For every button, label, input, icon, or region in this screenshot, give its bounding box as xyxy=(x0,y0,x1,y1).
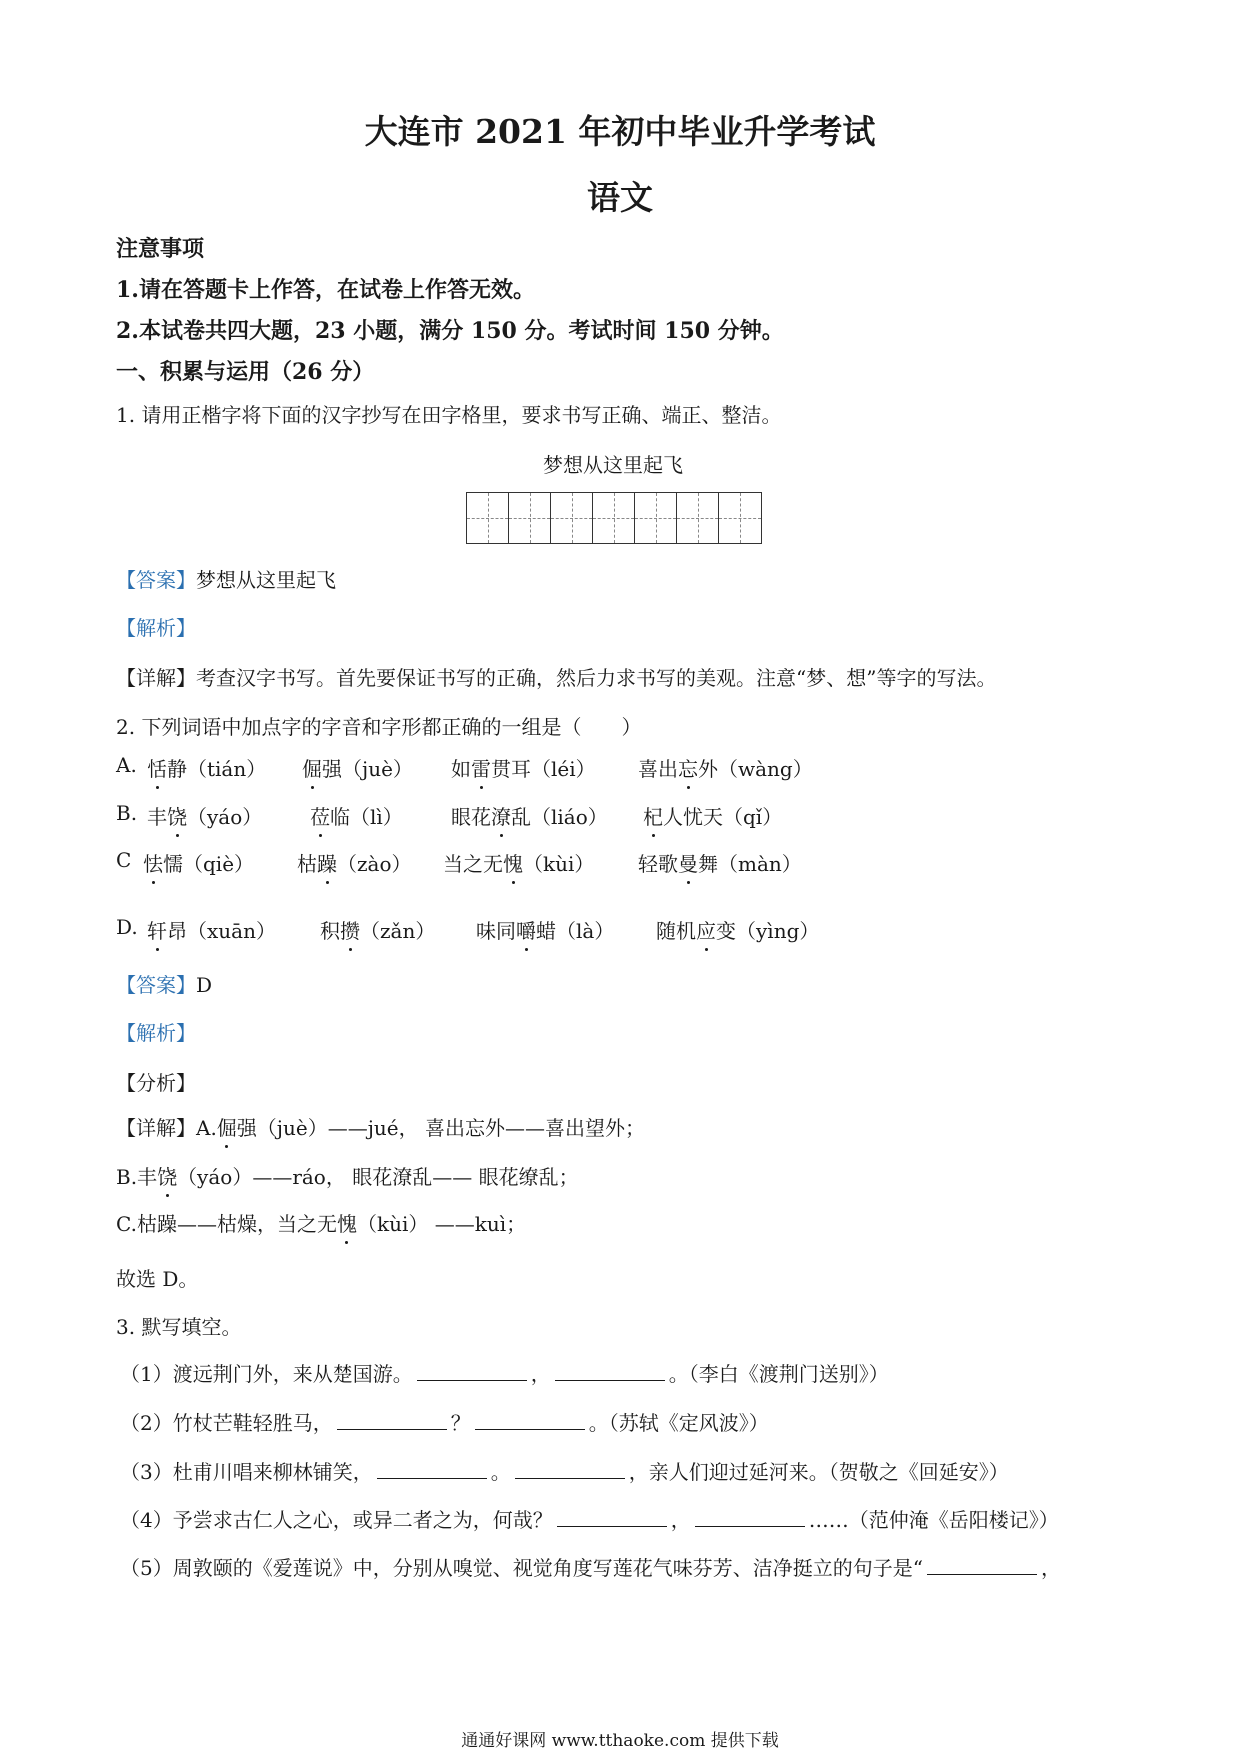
detail-line-2c xyxy=(116,1208,526,1237)
answer-blank xyxy=(337,1411,447,1430)
footer-text: 通通好课网 www.tthaoke.com 提供下载 xyxy=(461,1731,779,1751)
question-2: 2. 下列词语中加点字的字音和字形都正确的一组是（ ） xyxy=(116,715,642,739)
answer-blank xyxy=(475,1411,585,1430)
word-pre: 随机 xyxy=(656,919,696,943)
fill-item-1 xyxy=(120,1358,889,1387)
word-pre: 当之无 xyxy=(443,852,503,876)
word-rest: 贯耳（léi） xyxy=(491,757,596,781)
detail-part: （yáo）——ráo， 眼花潦乱—— 眼花缭乱； xyxy=(177,1165,579,1189)
answer-blank xyxy=(927,1556,1037,1575)
option-a-word-2 xyxy=(302,753,413,782)
grid-cell xyxy=(509,493,551,543)
word-rest: 变（yìng） xyxy=(716,919,820,943)
answer-blank xyxy=(377,1460,487,1479)
dotted-char: 愧 xyxy=(337,1208,357,1237)
fill-text: 。 xyxy=(490,1460,511,1484)
section-heading: 一、积累与运用（26 分） xyxy=(116,359,375,385)
detail-line-1 xyxy=(116,662,996,691)
fill-item-3 xyxy=(120,1456,1009,1485)
question-1: 1. 请用正楷字将下面的汉字抄写在田字格里，要求书写正确、端正、整洁。 xyxy=(116,403,782,427)
answer-blank xyxy=(557,1508,667,1527)
fill-text: ， xyxy=(1040,1556,1061,1580)
option-d-word-3 xyxy=(476,915,614,944)
word-pre: 味同 xyxy=(476,919,516,943)
answer-blank xyxy=(515,1460,625,1479)
option-a-word-1 xyxy=(147,753,266,782)
dotted-char: 应 xyxy=(696,915,716,944)
notice-item-2: 2.本试卷共四大题，23 小题，满分 150 分。考试时间 150 分钟。 xyxy=(116,318,784,344)
option-b-word-3 xyxy=(451,801,608,830)
detail-text: 考查汉字书写。首先要保证书写的正确，然后力求书写的美观。注意“梦、想”等字的写法。 xyxy=(196,666,997,690)
answer-blank xyxy=(417,1362,527,1381)
fill-text: 。（苏轼《定风波》） xyxy=(588,1411,769,1435)
fill-item-2 xyxy=(120,1407,769,1436)
word-pre: 轻歌 xyxy=(638,852,678,876)
dotted-char: 倔 xyxy=(302,753,322,782)
notice-item-1: 1.请在答题卡上作答，在试卷上作答无效。 xyxy=(116,277,535,303)
option-c-word-1 xyxy=(143,848,254,877)
option-a-word-3 xyxy=(451,753,596,782)
option-c-word-3 xyxy=(443,848,594,877)
dotted-char: 嚼 xyxy=(516,915,536,944)
dotted-char: 倔 xyxy=(217,1112,237,1141)
word-rest: 静（tián） xyxy=(167,757,267,781)
option-c-label: C xyxy=(116,848,132,872)
answer-blank xyxy=(695,1508,805,1527)
word-rest: （yáo） xyxy=(187,805,263,829)
writing-grid xyxy=(466,492,762,544)
fill-text: ？ xyxy=(450,1411,471,1435)
dotted-char: 饶 xyxy=(167,801,187,830)
copy-text: 梦想从这里起飞 xyxy=(543,453,683,477)
fill-text: （1）渡远荆门外，来从楚国游。 xyxy=(120,1362,413,1386)
word-rest: （zǎn） xyxy=(360,919,436,943)
answer-text: D xyxy=(196,973,213,997)
analysis-tag-2: 【解析】 xyxy=(116,1021,196,1045)
option-a-label: A. xyxy=(116,753,137,777)
dotted-char: 忘 xyxy=(678,753,698,782)
fill-text: ， xyxy=(670,1508,691,1532)
answer-line-2 xyxy=(116,969,212,998)
option-c-word-2 xyxy=(297,848,412,877)
grid-cell xyxy=(635,493,677,543)
detail-tag: 【详解】 xyxy=(116,666,196,690)
fill-text: （4）予尝求古仁人之心，或异二者之为，何哉？ xyxy=(120,1508,553,1532)
word-rest: （zào） xyxy=(337,852,412,876)
exam-title: 大连市 2021 年初中毕业升学考试 xyxy=(364,112,876,151)
detail-line-2a xyxy=(116,1112,645,1141)
option-b-label: B. xyxy=(116,801,138,825)
answer-line-1 xyxy=(116,564,336,593)
answer-tag: 【答案】 xyxy=(116,973,196,997)
word-rest: 昂（xuān） xyxy=(167,919,276,943)
fill-item-4 xyxy=(120,1504,1059,1533)
fill-item-5 xyxy=(120,1552,1061,1581)
answer-tag: 【答案】 xyxy=(116,568,196,592)
word-pre: 如 xyxy=(451,757,471,781)
word-pre: 积 xyxy=(320,919,340,943)
grid-cell xyxy=(719,493,761,543)
grid-cell xyxy=(593,493,635,543)
option-c-word-4 xyxy=(638,848,802,877)
detail-part: B.丰 xyxy=(116,1165,158,1189)
detail-line-2b xyxy=(116,1161,579,1190)
detail-part: C.枯躁——枯燥，当之无 xyxy=(116,1212,337,1236)
word-rest: 外（wàng） xyxy=(698,757,813,781)
word-rest: 临（lì） xyxy=(330,805,403,829)
word-rest: 强（juè） xyxy=(322,757,413,781)
option-d-word-2 xyxy=(320,915,435,944)
answer-text: 梦想从这里起飞 xyxy=(196,568,336,592)
word-rest: 懦（qiè） xyxy=(163,852,255,876)
word-pre: 枯 xyxy=(297,852,317,876)
word-rest: 人忧天（qǐ） xyxy=(663,805,783,829)
word-rest: （kùi） xyxy=(523,852,595,876)
fill-text: （5）周敦颐的《爱莲说》中，分别从嗅觉、视觉角度写莲花气味芬芳、洁净挺立的句子是“ xyxy=(120,1556,923,1580)
dotted-char: 杞 xyxy=(643,801,663,830)
fill-text: ， xyxy=(530,1362,551,1386)
answer-blank xyxy=(555,1362,665,1381)
fill-text: ，亲人们迎过延河来。（贺敬之《回延安》） xyxy=(628,1460,1009,1484)
option-d-word-4 xyxy=(656,915,819,944)
fill-text: （3）杜甫川唱来柳林铺笑， xyxy=(120,1460,373,1484)
option-b-word-2 xyxy=(310,801,403,830)
grid-cell xyxy=(551,493,593,543)
dotted-char: 怯 xyxy=(143,848,163,877)
word-rest: 舞（màn） xyxy=(698,852,802,876)
option-d-label: D. xyxy=(116,915,138,939)
dotted-char: 轩 xyxy=(147,915,167,944)
detail-tag: 【详解】 xyxy=(116,1116,196,1140)
dotted-char: 愧 xyxy=(503,848,523,877)
detail-part: 强（juè）——jué， 喜出忘外——喜出望外； xyxy=(236,1116,646,1140)
subject-title: 语文 xyxy=(587,178,653,217)
word-pre: 丰 xyxy=(147,805,167,829)
notice-heading: 注意事项 xyxy=(116,236,205,262)
word-rest: 蜡（là） xyxy=(536,919,615,943)
dotted-char: 潦 xyxy=(491,801,511,830)
word-rest: 乱（liáo） xyxy=(511,805,608,829)
conclusion: 故选 D。 xyxy=(116,1267,199,1291)
word-pre: 喜出 xyxy=(638,757,678,781)
fill-text: 。（李白《渡荆门送别》） xyxy=(668,1362,889,1386)
dotted-char: 躁 xyxy=(317,848,337,877)
question-3: 3. 默写填空。 xyxy=(116,1315,242,1339)
dotted-char: 雷 xyxy=(471,753,491,782)
dotted-char: 恬 xyxy=(147,753,167,782)
fill-text: ……（范仲淹《岳阳楼记》） xyxy=(808,1508,1059,1532)
detail-part: A. xyxy=(196,1116,217,1140)
option-b-word-1 xyxy=(147,801,262,830)
fenxi-tag: 【分析】 xyxy=(116,1071,196,1095)
word-pre: 眼花 xyxy=(451,805,491,829)
option-b-word-4 xyxy=(643,801,782,830)
dotted-char: 曼 xyxy=(678,848,698,877)
analysis-tag-1: 【解析】 xyxy=(116,616,196,640)
fill-text: （2）竹杖芒鞋轻胜马， xyxy=(120,1411,333,1435)
dotted-char: 攒 xyxy=(340,915,360,944)
dotted-char: 莅 xyxy=(310,801,330,830)
grid-cell xyxy=(677,493,719,543)
dotted-char: 饶 xyxy=(157,1161,177,1190)
option-a-word-4 xyxy=(638,753,813,782)
grid-cell xyxy=(467,493,509,543)
detail-part: （kùi） ——kuì； xyxy=(356,1212,527,1236)
option-d-word-1 xyxy=(147,915,276,944)
